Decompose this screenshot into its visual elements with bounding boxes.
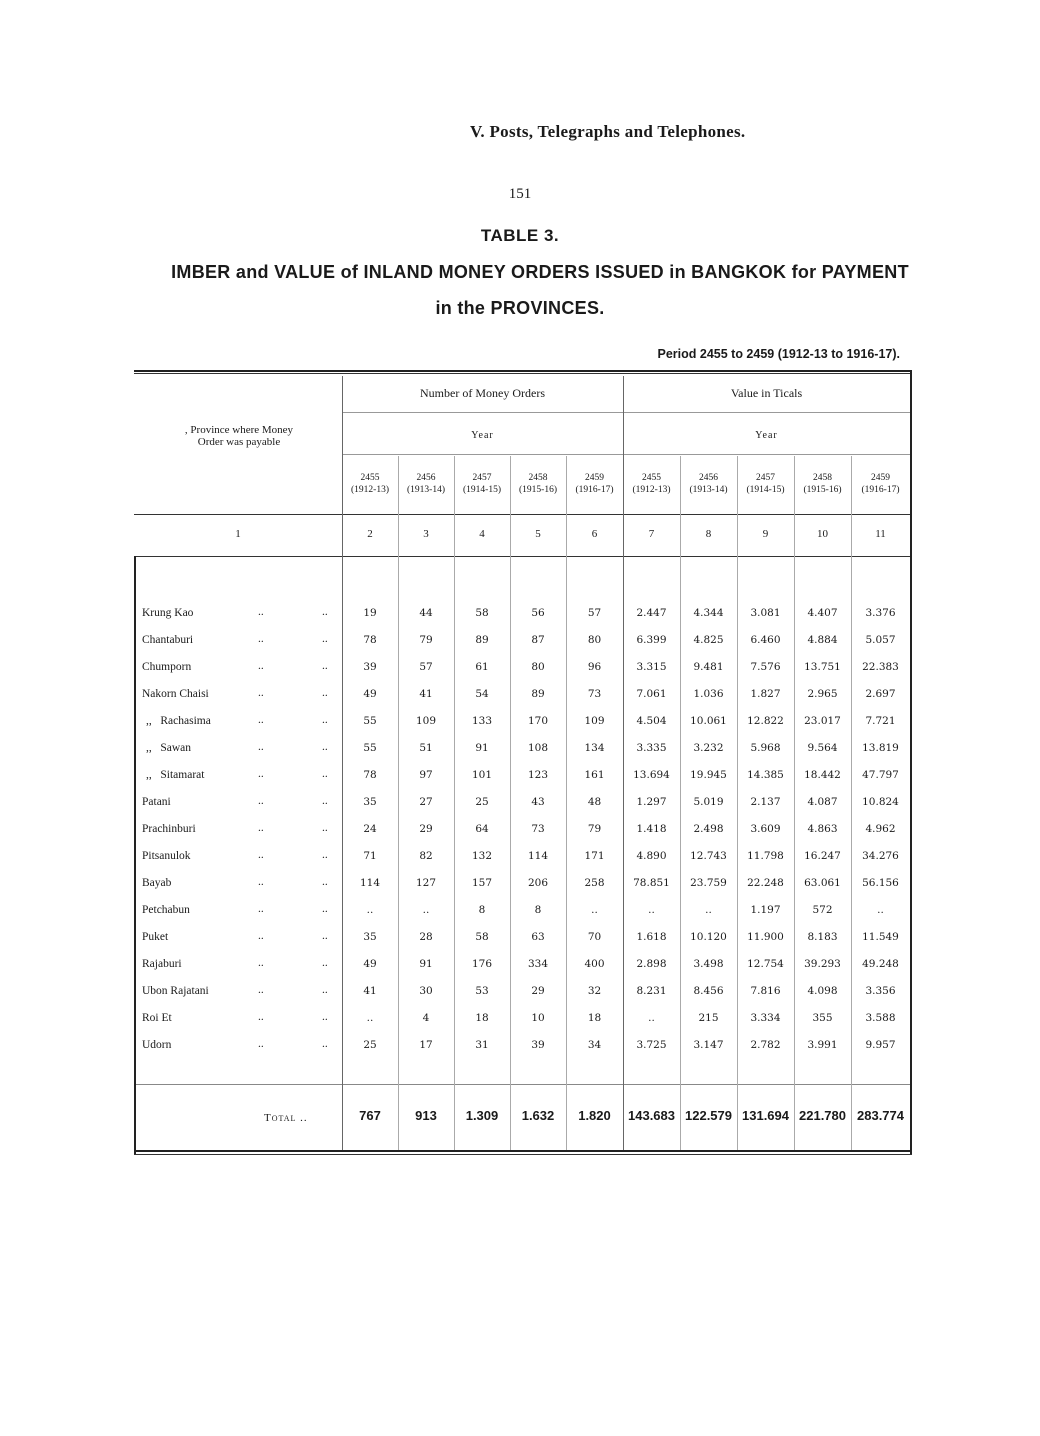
- table-cell: 49: [363, 958, 377, 970]
- body-bottom-rule: [134, 1084, 912, 1085]
- table-cell: 24: [363, 823, 377, 835]
- province-name: Krung Kao: [142, 607, 194, 619]
- table-cell: 4.825: [693, 634, 724, 646]
- table-cell: 73: [587, 688, 602, 700]
- total-cell: 1.820: [578, 1108, 611, 1123]
- table-cell: 10.824: [862, 796, 899, 808]
- leader-dots: ..: [258, 1011, 264, 1023]
- table-cell: 39: [363, 661, 377, 673]
- table-cell: 31: [475, 1039, 489, 1051]
- table-cell: 32: [587, 985, 602, 997]
- table-cell: 2.447: [636, 607, 667, 619]
- table-cell: 14.385: [747, 769, 784, 781]
- table-row: [134, 683, 912, 710]
- table-label: TABLE 3.: [480, 226, 560, 245]
- table-cell: 39: [531, 1039, 545, 1051]
- table-cell: 16.247: [804, 850, 841, 862]
- table-row: [134, 737, 912, 764]
- leader-dots: ..: [258, 633, 264, 645]
- table-cell: 4.962: [865, 823, 896, 835]
- table-cell: 1.297: [636, 796, 667, 808]
- table-cell: 3.315: [636, 661, 667, 673]
- table-cell: 4.884: [807, 634, 838, 646]
- table-cell: 4.087: [807, 796, 838, 808]
- table-cell: 11.798: [747, 850, 784, 862]
- province-name: ,, Sitamarat: [146, 769, 205, 781]
- table-cell: 97: [419, 769, 433, 781]
- table-cell: 78: [363, 769, 377, 781]
- leader-dots: ..: [258, 957, 264, 969]
- table-cell: 64: [475, 823, 489, 835]
- table-cell: 91: [419, 958, 433, 970]
- table-cell: 57: [587, 607, 602, 619]
- table-cell: 12.822: [747, 715, 784, 727]
- total-cell: 122.579: [685, 1108, 732, 1123]
- table-cell: 47.797: [862, 769, 899, 781]
- table-top-rule-inner: [134, 373, 912, 374]
- table-cell: 1.827: [750, 688, 781, 700]
- leader-dots: ..: [322, 633, 328, 645]
- leader-dots: ..: [258, 660, 264, 672]
- table-cell: 7.576: [750, 661, 781, 673]
- table-cell: 3.725: [636, 1039, 667, 1051]
- leader-dots: ..: [258, 876, 264, 888]
- leader-dots: ..: [322, 795, 328, 807]
- table-cell: 19: [363, 607, 377, 619]
- province-name: Udorn: [142, 1039, 172, 1051]
- table-cell: ..: [648, 1012, 655, 1024]
- total-cell: 1.309: [465, 1108, 499, 1123]
- column-number: 2: [367, 528, 373, 540]
- table-cell: 1.618: [636, 931, 667, 943]
- table-cell: 11.900: [747, 931, 784, 943]
- province-name: Roi Et: [142, 1012, 172, 1024]
- table-cell: 134: [584, 742, 605, 754]
- table-cell: 13.694: [633, 769, 670, 781]
- leader-dots: ..: [322, 768, 328, 780]
- table-cell: 27: [419, 796, 433, 808]
- table-cell: 4.098: [807, 985, 838, 997]
- table-cell: 13.819: [862, 742, 899, 754]
- table-cell: 3.991: [807, 1039, 838, 1051]
- column-number: 10: [817, 528, 828, 540]
- table-cell: ..: [422, 904, 430, 916]
- table-cell: 96: [587, 661, 602, 673]
- year-header: 2456 (1913-14): [689, 473, 728, 495]
- leader-dots: ..: [258, 768, 264, 780]
- leader-dots: ..: [322, 849, 328, 861]
- table-cell: 10.061: [690, 715, 727, 727]
- table-bottom-rule: [134, 1150, 912, 1152]
- table-row: [134, 710, 912, 737]
- table-cell: 2.782: [750, 1039, 781, 1051]
- table-cell: ..: [366, 1012, 374, 1024]
- table-cell: 3.147: [693, 1039, 724, 1051]
- year-header: 2459 (1916-17): [861, 473, 900, 495]
- table-cell: 1.418: [636, 823, 667, 835]
- column-number: 11: [875, 528, 886, 540]
- leader-dots: ..: [258, 1038, 264, 1050]
- table-cell: 8.231: [636, 985, 667, 997]
- table-cell: 5.968: [750, 742, 781, 754]
- section-heading: V. Posts, Telegraphs and Telephones.: [470, 122, 746, 141]
- table-cell: 51: [419, 742, 433, 754]
- leader-dots: ..: [322, 930, 328, 942]
- table-cell: 108: [527, 742, 549, 754]
- table-cell: 9.957: [865, 1039, 896, 1051]
- table-cell: 2.965: [807, 688, 838, 700]
- value-group-header: Value in Ticals: [730, 386, 803, 400]
- year-header: 2459 (1916-17): [575, 473, 614, 495]
- table-cell: 2.137: [750, 796, 781, 808]
- table-cell: 9.481: [693, 661, 724, 673]
- table-cell: 1.197: [750, 904, 781, 916]
- table-cell: 49.248: [862, 958, 899, 970]
- table-cell: 8: [478, 904, 486, 916]
- province-name: Ubon Rajatani: [142, 985, 209, 997]
- table-cell: 334: [527, 958, 549, 970]
- table-cell: 3.232: [693, 742, 724, 754]
- table-cell: 80: [587, 634, 602, 646]
- table-cell: 13.751: [804, 661, 841, 673]
- header-bottom-rule: [134, 514, 912, 515]
- total-row: [134, 1106, 912, 1130]
- table-cell: ..: [877, 904, 884, 916]
- table-row: [134, 602, 912, 629]
- table-cell: 18: [587, 1012, 602, 1024]
- leader-dots: ..: [258, 714, 264, 726]
- table-cell: 7.721: [865, 715, 896, 727]
- table-cell: 41: [419, 688, 433, 700]
- value-year-label: Year: [755, 430, 778, 441]
- page-number: 151: [508, 186, 532, 202]
- number-year-label: Year: [471, 430, 494, 441]
- table-cell: 3.335: [636, 742, 667, 754]
- table-cell: 89: [531, 688, 545, 700]
- leader-dots: ..: [258, 606, 264, 618]
- table-row: [134, 791, 912, 818]
- table-cell: 2.898: [636, 958, 667, 970]
- table-cell: 23.017: [804, 715, 841, 727]
- table-cell: ..: [705, 904, 712, 916]
- table-cell: 4.344: [693, 607, 724, 619]
- table-cell: 109: [415, 715, 437, 727]
- table-cell: 55: [363, 742, 377, 754]
- table-cell: 8.183: [807, 931, 838, 943]
- money-orders-table: [134, 370, 912, 1157]
- table-cell: 9.564: [807, 742, 838, 754]
- table-cell: 123: [527, 769, 549, 781]
- table-cell: 6.399: [636, 634, 667, 646]
- leader-dots: ..: [322, 714, 328, 726]
- table-cell: 55: [363, 715, 377, 727]
- table-cell: 78.851: [633, 877, 670, 889]
- table-cell: 400: [584, 958, 605, 970]
- table-title-line-1: IMBER and VALUE of INLAND MONEY ORDERS ISSUED in BANGKOK for PAYMENT: [171, 262, 909, 282]
- table-cell: 25: [475, 796, 489, 808]
- table-row: [134, 926, 912, 953]
- column-number-rule: [134, 556, 912, 557]
- table-cell: 4.504: [636, 715, 667, 727]
- year-header: 2455 (1912-13): [351, 473, 389, 495]
- table-cell: 2.498: [693, 823, 724, 835]
- total-cell: 143.683: [628, 1108, 675, 1123]
- total-label: Total ..: [264, 1112, 308, 1124]
- table-cell: 258: [584, 877, 605, 889]
- column-number: 6: [591, 528, 598, 540]
- column-number: 3: [423, 528, 429, 540]
- leader-dots: ..: [322, 660, 328, 672]
- leader-dots: ..: [258, 795, 264, 807]
- table-cell: 87: [531, 634, 545, 646]
- province-name: Patani: [142, 796, 171, 808]
- table-cell: 54: [475, 688, 489, 700]
- period-note: Period 2455 to 2459 (1912-13 to 1916-17).: [657, 347, 900, 361]
- leader-dots: ..: [258, 930, 264, 942]
- leader-dots: ..: [258, 903, 264, 915]
- province-name: Bayab: [142, 877, 172, 889]
- province-name: Rajaburi: [142, 958, 182, 970]
- total-cell: 913: [415, 1108, 437, 1123]
- table-cell: 215: [698, 1012, 719, 1024]
- table-cell: 22.383: [862, 661, 899, 673]
- year-header: 2458 (1915-16): [519, 473, 557, 495]
- table-cell: 35: [363, 931, 377, 943]
- table-cell: 109: [584, 715, 605, 727]
- table-cell: 3.609: [750, 823, 781, 835]
- table-cell: 157: [471, 877, 493, 889]
- table-cell: 2.697: [865, 688, 896, 700]
- table-cell: 176: [471, 958, 493, 970]
- table-cell: 5.019: [693, 796, 724, 808]
- table-cell: 1.036: [693, 688, 724, 700]
- table-cell: 70: [587, 931, 602, 943]
- table-cell: 3.498: [693, 958, 724, 970]
- table-cell: 3.334: [750, 1012, 781, 1024]
- table-cell: 79: [419, 634, 433, 646]
- total-cell: 767: [359, 1108, 381, 1123]
- table-cell: 23.759: [690, 877, 727, 889]
- table-row: [134, 1007, 912, 1034]
- column-number: 8: [705, 528, 712, 540]
- table-cell: 4.407: [807, 607, 838, 619]
- table-cell: 57: [419, 661, 433, 673]
- total-cell: 221.780: [799, 1108, 846, 1123]
- leader-dots: ..: [258, 822, 264, 834]
- table-cell: 101: [471, 769, 493, 781]
- table-cell: 171: [584, 850, 605, 862]
- leader-dots: ..: [322, 903, 328, 915]
- table-cell: 56.156: [862, 877, 899, 889]
- table-cell: 355: [812, 1012, 833, 1024]
- table-cell: 3.081: [750, 607, 781, 619]
- table-cell: 3.356: [865, 985, 896, 997]
- table-cell: 10.120: [690, 931, 727, 943]
- table-top-rule: [134, 370, 912, 372]
- leader-dots: ..: [322, 822, 328, 834]
- leader-dots: ..: [258, 687, 264, 699]
- province-name: Puket: [142, 931, 169, 943]
- leader-dots: ..: [322, 1038, 328, 1050]
- table-cell: 10: [531, 1012, 545, 1024]
- table-cell: 41: [363, 985, 377, 997]
- table-cell: 3.588: [865, 1012, 896, 1024]
- table-cell: 82: [419, 850, 433, 862]
- total-cell: 1.632: [521, 1108, 555, 1123]
- table-row: [134, 953, 912, 980]
- column-number: 7: [648, 528, 655, 540]
- table-cell: 22.248: [747, 877, 784, 889]
- table-cell: 7.816: [750, 985, 781, 997]
- table-row: [134, 845, 912, 872]
- column-number: 9: [762, 528, 769, 540]
- leader-dots: ..: [258, 849, 264, 861]
- table-cell: 114: [527, 850, 549, 862]
- table-row: [134, 1034, 912, 1061]
- leader-dots: ..: [322, 957, 328, 969]
- table-cell: 18: [475, 1012, 489, 1024]
- table-cell: 4: [422, 1012, 430, 1024]
- table-cell: 8: [534, 904, 542, 916]
- year-header: 2457 (1914-15): [746, 473, 785, 495]
- table-cell: 3.376: [865, 607, 896, 619]
- province-name: ,, Sawan: [146, 742, 192, 754]
- table-cell: 56: [531, 607, 545, 619]
- table-cell: 170: [527, 715, 549, 727]
- year-header: 2457 (1914-15): [463, 473, 501, 495]
- table-cell: 61: [475, 661, 489, 673]
- table-cell: 29: [531, 985, 545, 997]
- table-bottom-rule-inner: [134, 1154, 912, 1155]
- table-cell: 78: [363, 634, 377, 646]
- number-group-header: Number of Money Orders: [420, 386, 545, 400]
- table-cell: ..: [591, 904, 598, 916]
- province-name: Nakorn Chaisi: [142, 688, 209, 700]
- table-cell: 48: [587, 796, 602, 808]
- table-row: [134, 899, 912, 926]
- total-cell: 283.774: [857, 1108, 904, 1123]
- province-name: Prachinburi: [142, 823, 196, 835]
- table-cell: 58: [475, 931, 489, 943]
- table-cell: 34: [587, 1039, 602, 1051]
- table-row: [134, 656, 912, 683]
- table-cell: 12.754: [747, 958, 784, 970]
- table-cell: 19.945: [690, 769, 727, 781]
- leader-dots: ..: [322, 984, 328, 996]
- table-cell: 28: [419, 931, 433, 943]
- table-cell: 12.743: [690, 850, 727, 862]
- year-divider-rule: [342, 454, 912, 455]
- province-name: Pitsanulok: [142, 850, 191, 862]
- table-cell: 25: [363, 1039, 377, 1051]
- table-cell: 5.057: [865, 634, 896, 646]
- column-number: 4: [479, 528, 485, 540]
- table-cell: 114: [359, 877, 381, 889]
- table-cell: 127: [415, 877, 437, 889]
- table-cell: 132: [471, 850, 493, 862]
- table-row: [134, 872, 912, 899]
- table-cell: 6.460: [750, 634, 781, 646]
- leader-dots: ..: [322, 876, 328, 888]
- table-cell: 11.549: [862, 931, 899, 943]
- table-cell: 73: [531, 823, 545, 835]
- leader-dots: ..: [258, 984, 264, 996]
- table-cell: 7.061: [636, 688, 667, 700]
- table-row: [134, 980, 912, 1007]
- table-cell: 4.863: [807, 823, 838, 835]
- group-divider-rule: [342, 412, 912, 413]
- table-cell: 91: [475, 742, 489, 754]
- province-name: Chantaburi: [142, 634, 194, 646]
- table-cell: 4.890: [636, 850, 667, 862]
- table-cell: 44: [419, 607, 433, 619]
- table-title-line-2: in the PROVINCES.: [435, 298, 605, 318]
- leader-dots: ..: [322, 1011, 328, 1023]
- table-cell: ..: [648, 904, 655, 916]
- table-cell: 34.276: [862, 850, 899, 862]
- table-cell: 49: [363, 688, 377, 700]
- table-cell: 8.456: [693, 985, 724, 997]
- year-header: 2456 (1913-14): [407, 473, 445, 495]
- table-cell: 71: [363, 850, 377, 862]
- leader-dots: ..: [258, 741, 264, 753]
- table-cell: 43: [531, 796, 545, 808]
- table-cell: 63: [531, 931, 545, 943]
- total-cell: 131.694: [742, 1108, 789, 1123]
- province-name: Petchabun: [142, 904, 190, 916]
- table-cell: 35: [363, 796, 377, 808]
- table-row: [134, 629, 912, 656]
- leader-dots: ..: [322, 741, 328, 753]
- leader-dots: ..: [322, 606, 328, 618]
- table-row: [134, 818, 912, 845]
- table-cell: 53: [475, 985, 489, 997]
- table-cell: 89: [475, 634, 489, 646]
- table-row: [134, 764, 912, 791]
- table-cell: 17: [419, 1039, 433, 1051]
- province-name: ,, Rachasima: [146, 715, 211, 727]
- table-cell: 39.293: [804, 958, 841, 970]
- table-cell: 63.061: [804, 877, 841, 889]
- table-cell: ..: [366, 904, 374, 916]
- table-cell: 79: [587, 823, 602, 835]
- table-cell: 206: [527, 877, 549, 889]
- year-header: 2458 (1915-16): [803, 473, 842, 495]
- year-header: 2455 (1912-13): [632, 473, 671, 495]
- table-cell: 161: [584, 769, 605, 781]
- column-number: 1: [235, 528, 241, 540]
- province-column-header: , Province where Money Order was payable: [184, 424, 294, 448]
- table-cell: 80: [531, 661, 545, 673]
- table-cell: 18.442: [804, 769, 841, 781]
- table-cell: 29: [419, 823, 433, 835]
- column-number: 5: [535, 528, 541, 540]
- table-cell: 30: [419, 985, 433, 997]
- table-cell: 58: [475, 607, 489, 619]
- table-cell: 572: [812, 904, 833, 916]
- table-cell: 133: [471, 715, 493, 727]
- province-name: Chumporn: [142, 661, 192, 673]
- leader-dots: ..: [322, 687, 328, 699]
